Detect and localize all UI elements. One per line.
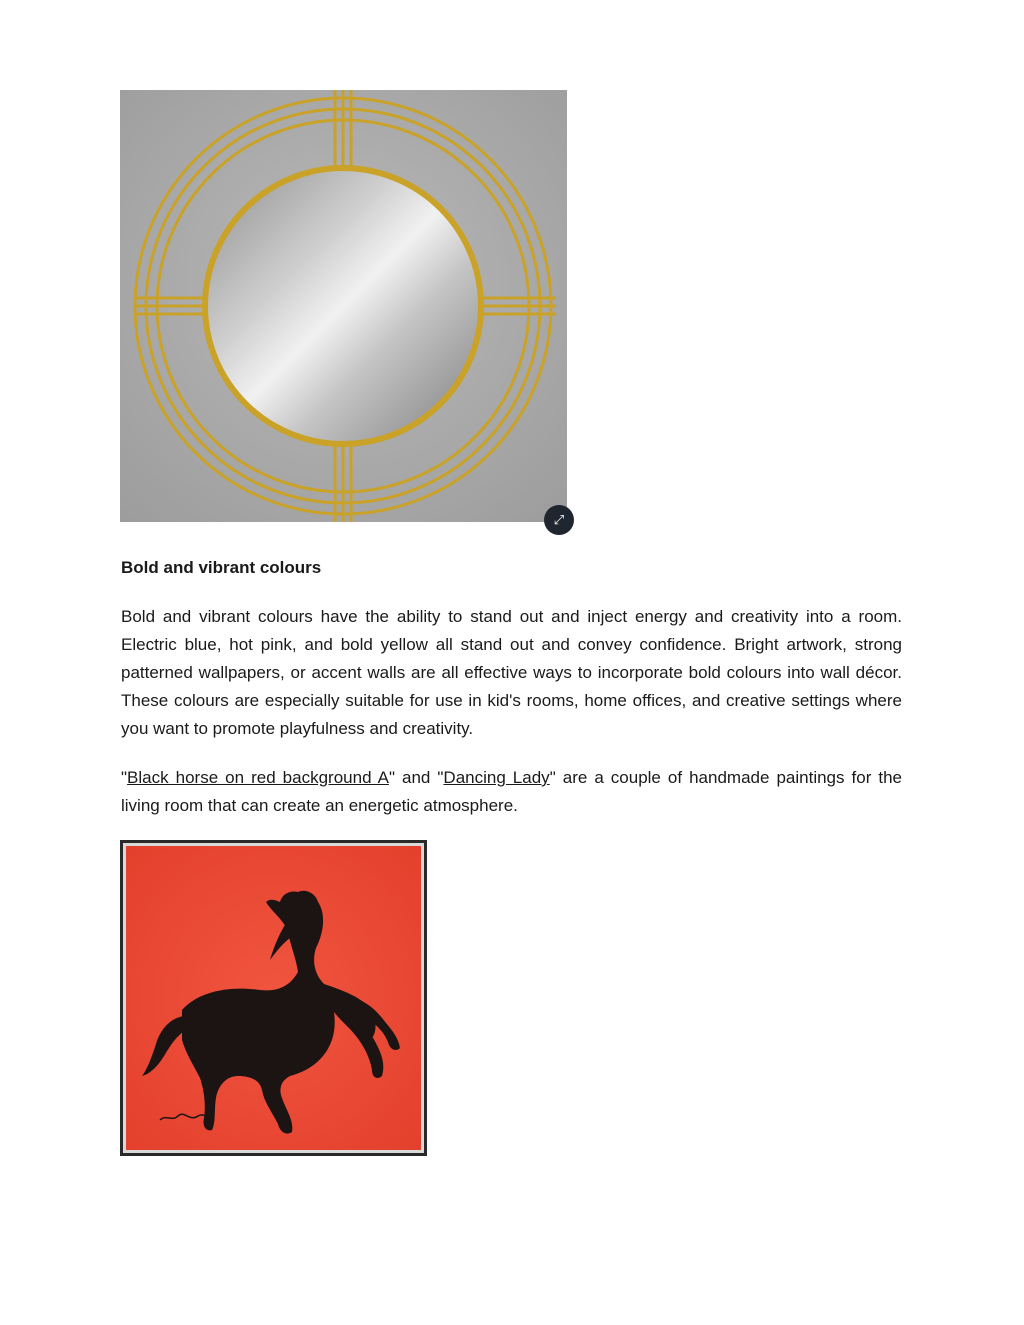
quote-open: " bbox=[121, 768, 128, 787]
links-paragraph-tail: " are a couple of handmade paintings for the living room that can create an energetic atmosphere. bbox=[121, 768, 903, 815]
black-horse-link[interactable]: Black horse on red background A bbox=[127, 768, 389, 787]
gold-round-mirror-image bbox=[120, 90, 567, 522]
dancing-lady-link[interactable]: Dancing Lady bbox=[443, 768, 550, 787]
black-horse-painting-image bbox=[120, 840, 427, 1156]
links-paragraph bbox=[121, 764, 902, 820]
expand-icon[interactable]: ⤢ bbox=[544, 505, 574, 535]
section-heading: Bold and vibrant colours bbox=[121, 558, 322, 577]
body-paragraph: Bold and vibrant colours have the ability to stand out and inject energy and creativity into a room. Electric blue, hot pink, and bold yellow all stand out and convey confidence. Bright artwork, strong patterned wallpapers, or accent walls are all effective ways to incorporate bold colours into wall décor. These colours are especially suitable for use in kid's rooms, home offices, and creative settings where you want to promote playfulness and creativity. bbox=[121, 607, 902, 738]
link-separator-text: " and " bbox=[388, 768, 444, 787]
